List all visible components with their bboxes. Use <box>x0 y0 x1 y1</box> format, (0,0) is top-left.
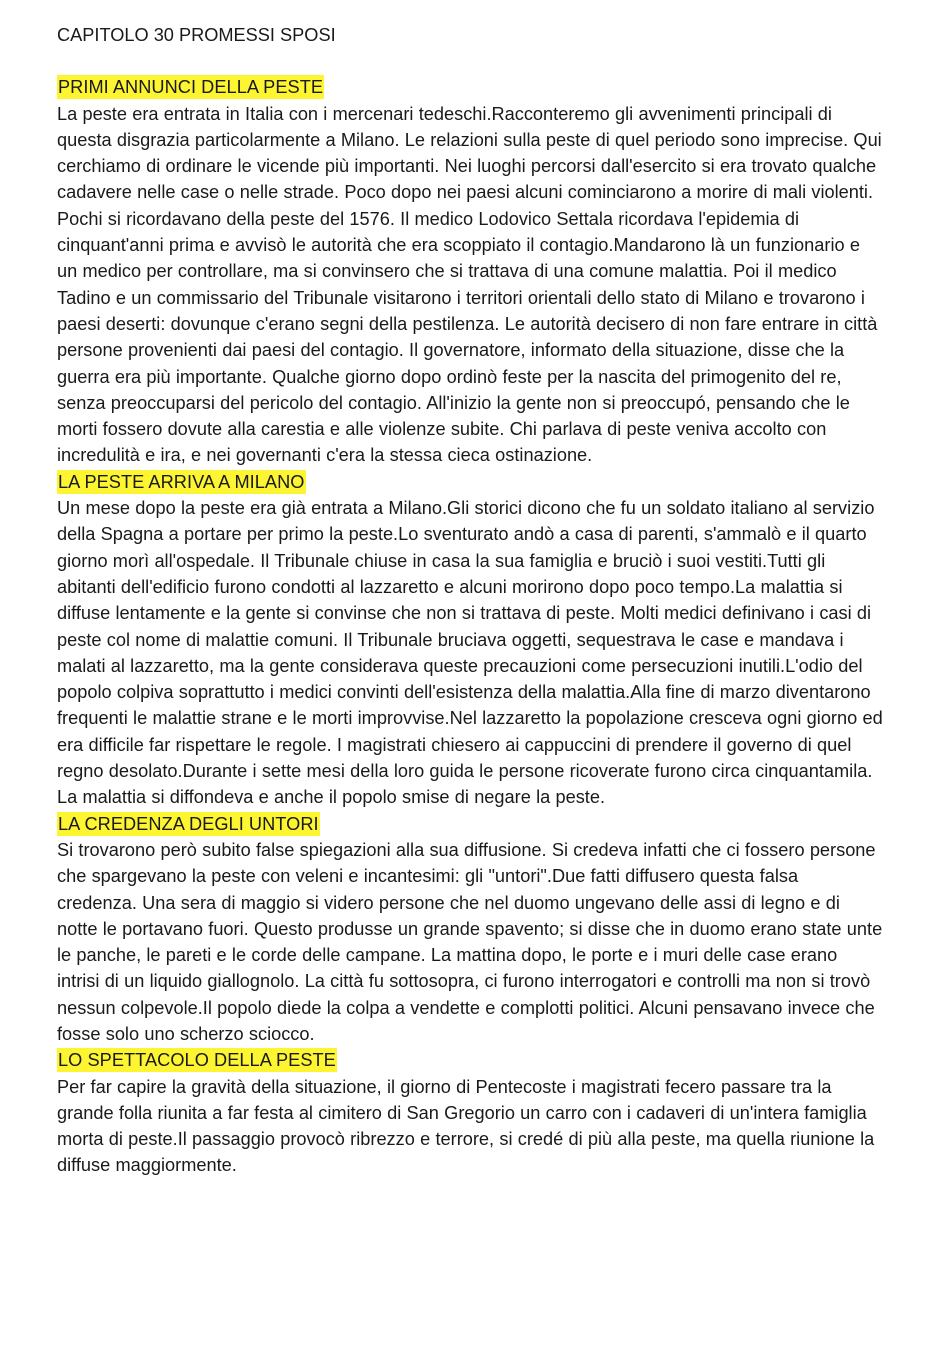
document-content <box>57 22 883 1179</box>
document-title: CAPITOLO 30 PROMESSI SPOSI <box>57 25 336 45</box>
section-heading: PRIMI ANNUNCI DELLA PESTE <box>58 77 324 98</box>
section-body: Un mese dopo la peste era già entrata a Milano.Gli storici dicono che fu un soldato italiano al servizio della Spagna a portare per primo la peste.Lo sventurato andò a casa di parenti, s'ammalò e il quarto giorno morì all'ospedale. Il Tribunale chiuse in casa la sua famiglia e bruciò i suoi vestiti.Tutti gli abitanti dell'edificio furono condotti al lazzaretto e alcuni morirono dopo poco tempo.La malattia si diffuse lentamente e la gente si convinse che non si trattava di peste. Molti medici definivano i casi di peste col nome di malattie comuni. Il Tribunale bruciava oggetti, sequestrava le case e mandava i malati al lazzaretto, ma la gente considerava queste precauzioni come persecuzioni inutili.L'odio del popolo colpiva soprattutto i medici convinti dell'esistenza della malattia.Alla fine di marzo diventarono frequenti le malattie strane e le morti improvvise.Nel lazzaretto la popolazione cresceva ogni giorno ed era difficile far rispettare le regole. I magistrati chiesero ai cappuccini di prendere il governo di quel regno desolato.Durante i sette mesi della loro guida le persone ricoverate furono circa cinquantamila. La malattia si diffondeva e anche il popolo smise di negare la peste. <box>57 498 883 808</box>
section-body: Per far capire la gravità della situazione, il giorno di Pentecoste i magistrati fecero passare tra la grande folla riunita a far festa al cimitero di San Gregorio un carro con i cadaveri di un'intera famiglia morta di peste.Il passaggio provocò ribrezzo e terrore, si credé di più alla peste, ma quella riunione la diffuse maggiormente. <box>57 1076 875 1176</box>
section-peste-milano <box>57 469 883 811</box>
section-body: Si trovarono però subito false spiegazioni alla sua diffusione. Si credeva infatti che ci fossero persone che spargevano la peste con veleni e incantesimi: gli "untori".Due fatti diffusero questa falsa credenza. Una sera di maggio si videro persone che nel duomo ungevano delle assi di legno e di notte le portavano fuori. Questo produsse un grande spavento; si disse che in duomo erano state unte le panche, le pareti e le corde delle campane. La mattina dopo, le porte e i muri delle case erano intrisi di un liquido giallognolo. La città fu sottosopra, ci furono interrogatori e controlli ma non si trovò nessun colpevole.Il popolo diede la colpa a vendette e complotti politici. Alcuni pensavano invece che fosse solo uno scherzo sciocco. <box>57 839 883 1044</box>
section-body: La peste era entrata in Italia con i mercenari tedeschi.Racconteremo gli avvenimenti principali di questa disgrazia particolarmente a Milano. Le relazioni sulla peste di quel periodo sono imprecise. Qui cerchiamo di ordinare le vicende più importanti. Nei luoghi percorsi dall'esercito si era trovato qualche cadavere nelle case o nelle strade. Poco dopo nei paesi alcuni cominciarono a morire di mali violenti. Pochi si ricordavano della peste del 1576. Il medico Lodovico Settala ricordava l'epidemia di cinquant'anni prima e avvisò le autorità che era scoppiato il contagio.Mandarono là un funzionario e un medico per controllare, ma si convinsero che si trattava di una comune malattia. Poi il medico Tadino e un commissario del Tribunale visitarono i territori orientali dello stato di Milano e trovarono i paesi deserti: dovunque c'erano segni della pestilenza. Le autorità decisero di non fare entrare in città persone provenienti dai paesi del contagio. Il governatore, informato della situazione, disse che la guerra era più importante. Qualche giorno dopo ordinò feste per la nascita del primogenito del re, senza preoccuparsi del pericolo del contagio. All'inizio la gente non si preoccupó, pensando che le morti fossero dovute alla carestia e alle violenze subite. Chi parlava di peste veniva accolto con incredulità e ira, e nei governanti c'era la stessa cieca ostinazione. <box>57 103 882 466</box>
section-credenza-untori <box>57 811 883 1048</box>
section-heading: LA CREDENZA DEGLI UNTORI <box>58 813 319 834</box>
section-spettacolo-peste <box>57 1047 883 1178</box>
section-heading: LA PESTE ARRIVA A MILANO <box>58 471 305 492</box>
section-heading: LO SPETTACOLO DELLA PESTE <box>58 1050 336 1071</box>
section-primi-annunci <box>57 74 883 468</box>
